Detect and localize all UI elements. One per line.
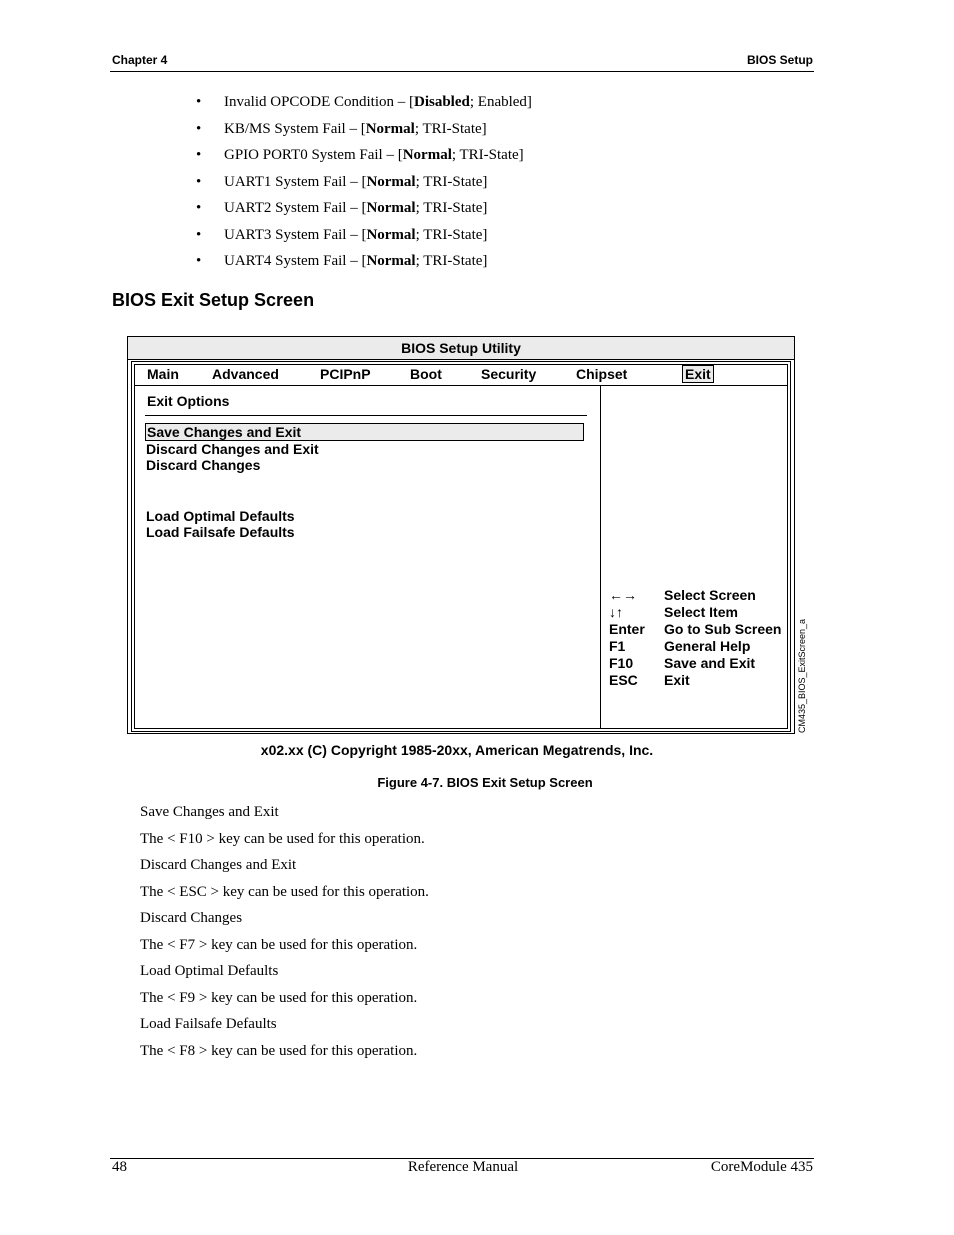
option-load-optimal-defaults[interactable]: Load Optimal Defaults bbox=[146, 508, 295, 524]
option-load-failsafe-defaults[interactable]: Load Failsafe Defaults bbox=[146, 524, 295, 540]
exit-options-heading: Exit Options bbox=[147, 393, 230, 409]
arrow-left-right-icon: ←→ bbox=[609, 587, 637, 603]
key-row: ESC Exit bbox=[609, 672, 690, 688]
menu-main[interactable]: Main bbox=[147, 366, 179, 382]
description-line: The < F10 > key can be used for this operation. bbox=[140, 830, 425, 847]
bios-screen bbox=[127, 336, 795, 734]
option-discard-changes-and-exit[interactable]: Discard Changes and Exit bbox=[146, 441, 319, 457]
header-rule bbox=[110, 71, 814, 72]
panel-divider bbox=[600, 385, 601, 728]
list-item: • Invalid OPCODE Condition – [Disabled; Enabled] bbox=[196, 94, 532, 110]
bios-title: BIOS Setup Utility bbox=[128, 337, 794, 360]
menu-pcipnp[interactable]: PCIPnP bbox=[320, 366, 371, 382]
list-item: • UART2 System Fail – [Normal; TRI-State] bbox=[196, 200, 488, 216]
page-number: 48 bbox=[112, 1159, 127, 1175]
list-item: • UART3 System Fail – [Normal; TRI-State] bbox=[196, 226, 488, 243]
list-item: • UART4 System Fail – [Normal; TRI-State] bbox=[196, 253, 488, 269]
key-row: ↓↑ Select Item bbox=[609, 604, 738, 620]
description-line: The < F7 > key can be used for this operation. bbox=[140, 936, 418, 953]
footer-title: Reference Manual bbox=[407, 1159, 519, 1175]
figure-id-label: CM435_BIOS_ExitScreen_a bbox=[797, 618, 807, 733]
bios-copyright: x02.xx (C) Copyright 1985-20xx, American Megatrends, Inc. bbox=[260, 742, 654, 758]
chapter-label: Chapter 4 bbox=[112, 53, 168, 67]
list-item: • KB/MS System Fail – [Normal; TRI-State] bbox=[196, 120, 487, 137]
bios-menu-bar bbox=[135, 365, 787, 386]
menu-boot[interactable]: Boot bbox=[410, 366, 442, 382]
arrow-up-down-icon: ↓↑ bbox=[609, 604, 623, 620]
key-row: Enter Go to Sub Screen bbox=[609, 621, 782, 637]
list-item: • UART1 System Fail – [Normal; TRI-State] bbox=[196, 173, 488, 190]
figure-caption: Figure 4-7. BIOS Exit Setup Screen bbox=[377, 775, 593, 790]
bios-inner-frame bbox=[134, 364, 788, 729]
option-discard-changes[interactable]: Discard Changes bbox=[146, 457, 261, 473]
section-title: BIOS Exit Setup Screen bbox=[112, 290, 315, 310]
description-line: Discard Changes and Exit bbox=[140, 857, 297, 873]
menu-chipset[interactable]: Chipset bbox=[576, 366, 628, 382]
menu-security[interactable]: Security bbox=[481, 366, 537, 382]
list-item: • GPIO PORT0 System Fail – [Normal; TRI-State] bbox=[196, 147, 524, 163]
options-rule bbox=[145, 415, 587, 416]
option-save-changes-and-exit[interactable]: Save Changes and Exit bbox=[145, 423, 584, 441]
bios-frame bbox=[131, 361, 791, 732]
description-line: The < F9 > key can be used for this operation. bbox=[140, 989, 418, 1006]
description-line: The < ESC > key can be used for this operation. bbox=[140, 883, 429, 900]
option-descriptions bbox=[140, 803, 429, 1068]
menu-exit[interactable]: Exit bbox=[682, 365, 714, 383]
description-line: Discard Changes bbox=[140, 910, 243, 926]
footer-product: CoreModule 435 bbox=[710, 1159, 813, 1175]
menu-advanced[interactable]: Advanced bbox=[212, 366, 279, 382]
key-row: F1 General Help bbox=[609, 638, 751, 654]
description-line: Save Changes and Exit bbox=[140, 804, 279, 820]
description-line: The < F8 > key can be used for this operation. bbox=[140, 1042, 418, 1059]
bullet-list bbox=[196, 92, 532, 278]
description-line: Load Optimal Defaults bbox=[140, 963, 279, 979]
description-line: Load Failsafe Defaults bbox=[140, 1016, 277, 1032]
key-row: ←→ Select Screen bbox=[609, 587, 756, 603]
key-help-legend bbox=[609, 587, 799, 689]
section-label: BIOS Setup bbox=[746, 53, 813, 67]
key-row: F10 Save and Exit bbox=[609, 655, 756, 671]
